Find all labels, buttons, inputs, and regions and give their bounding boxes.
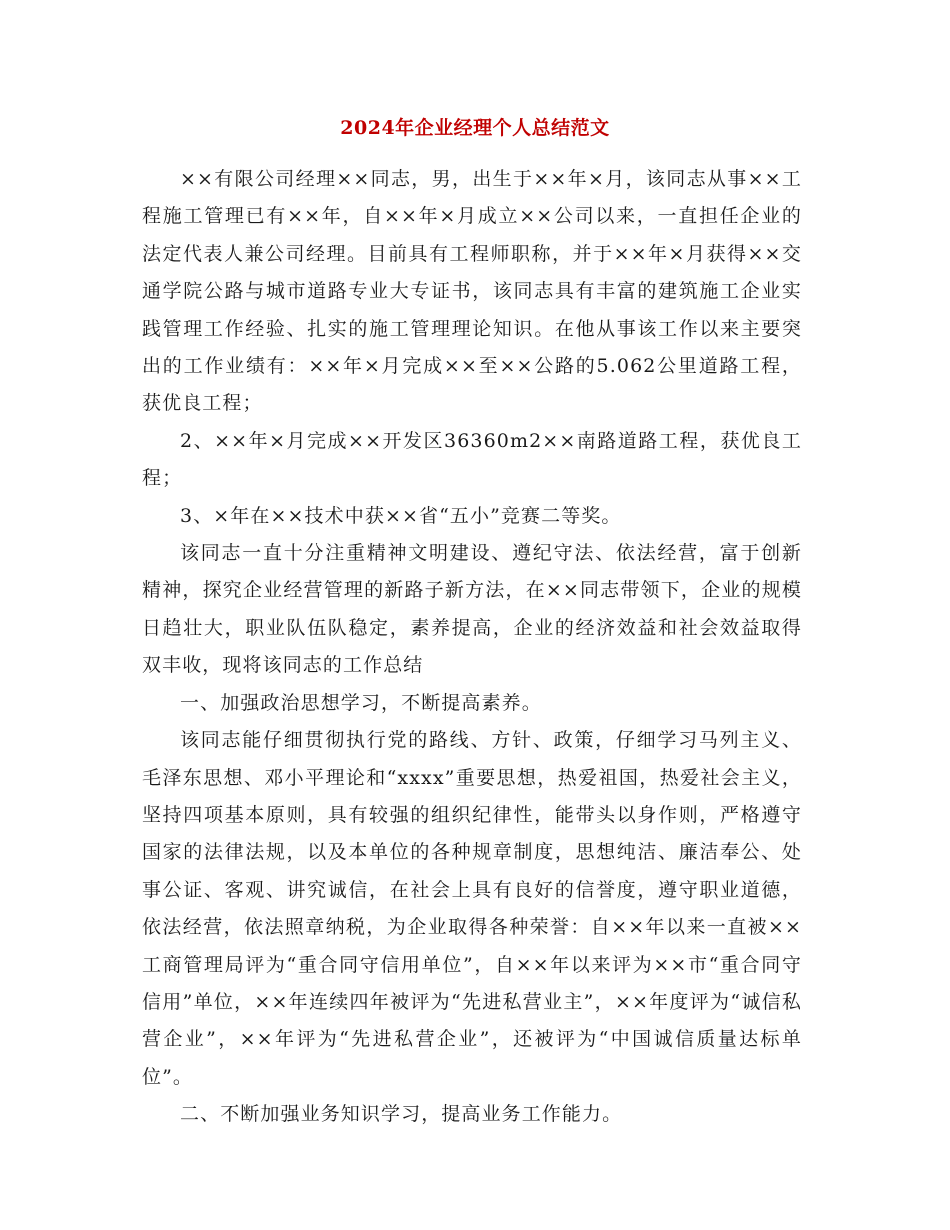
section-heading-2: 二、不断加强业务知识学习，提高业务工作能力。 — [180, 1103, 623, 1126]
paragraph-achievement-3: 3、×年在××技术中获××省“五小”竞赛二等奖。 — [180, 504, 622, 527]
paragraph-intro: ××有限公司经理××同志，男，出生于××年×月，该同志从事××工程施工管理已有××年，自××年×月成立××公司以来，一直担任企业的法定代表人兼公司经理。目前具有工程师职称，并于××年×月获得××交通学院公路与城市道路专业大专证书，该同志具有丰富的建筑施工企业实践管理工作经验、扎实的施工管理理论知识。在他从事该工作以来主要突出的工作业绩有：××年×月完成××至××公路的5.062公里道路工程，获优良工程； — [142, 168, 802, 415]
document-title: 2024年企业经理个人总结范文 — [340, 117, 610, 139]
paragraph-section-1: 该同志能仔细贯彻执行党的路线、方针、政策，仔细学习马列主义、毛泽东思想、邓小平理论和“xxxx”重要思想，热爱祖国，热爱社会主义，坚持四项基本原则，具有较强的组织纪律性，能带头以身作则，严格遵守国家的法律法规，以及本单位的各种规章制度，思想纯洁、廉洁奉公、处事公证、客观、讲究诚信，在社会上具有良好的信誉度，遵守职业道德，依法经营，依法照章纳税，为企业取得各种荣誉：自××年以来一直被××工商管理局评为“重合同守信用单位”，自××年以来评为××市“重合同守信用”单位，××年连续四年被评为“先进私营业主”，××年度评为“诚信私营企业”，××年评为“先进私营企业”，还被评为“中国诚信质量达标单位”。 — [142, 729, 802, 1088]
document-body — [142, 161, 802, 1134]
paragraph-overview: 该同志一直十分注重精神文明建设、遵纪守法、依法经营，富于创新精神，探究企业经营管理的新路子新方法，在××同志带领下，企业的规模日趋壮大，职业队伍队稳定，素养提高，企业的经济效益和社会效益取得双丰收，现将该同志的工作总结 — [142, 542, 802, 677]
paragraph-achievement-2: 2、××年×月完成××开发区36360m2××南路道路工程，获优良工程； — [142, 429, 802, 490]
section-heading-1: 一、加强政治思想学习，不断提高素养。 — [180, 691, 542, 714]
